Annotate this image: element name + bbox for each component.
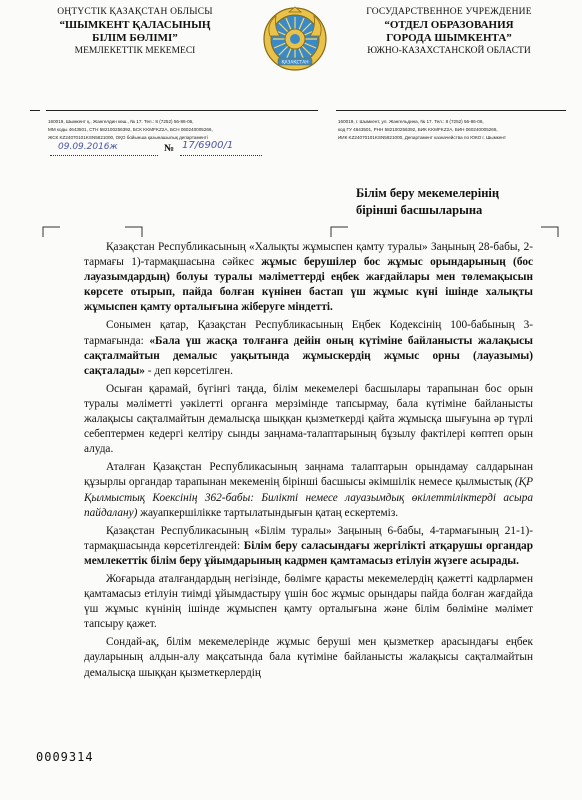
address-left <box>48 118 213 142</box>
paragraph-3: Осыған қарамай, бүгінгі таңда, білім мекемелері басшылары тарапынан бос орын туралы мәліметті уәкілетті органға мерзімінде тапсырмау, бала күтіміне байланысты жалақысы сақталмайтын демалысқа шыққан қызметкерді қайта жұмысқа шығуына әр түрлі себептермен кедергі келтіру сынды заңнама-талаптарының бұзылу фактілері көптеп орын алуда. <box>84 382 533 456</box>
address-left-line: ЖСК KZ24070101KSN5821000, ОҚО бойынша қазынашылық департаменті <box>48 135 208 140</box>
header-right-block <box>336 6 562 58</box>
header-rule-stub <box>30 110 40 111</box>
recipient-line-2: бірінші басшыларына <box>356 203 483 217</box>
document-number: 0009314 <box>36 750 94 764</box>
paragraph-1 <box>84 240 533 315</box>
paragraph-4-tail: жауапкершілікке тартылатындығын қатаң ескертеміз. <box>137 506 399 519</box>
handwritten-date: 09.09.2016ж <box>58 142 118 152</box>
recipient-block <box>356 185 556 219</box>
header-right-type: ГОСУДАРСТВЕННОЕ УЧРЕЖДЕНИЕ <box>366 7 532 17</box>
header-right-name-2: ГОРОДА ШЫМКЕНТА” <box>386 32 512 44</box>
paragraph-2 <box>84 318 533 378</box>
header-right-region: ЮЖНО-КАЗАХСТАНСКОЙ ОБЛАСТИ <box>367 46 531 56</box>
address-left-line: 160019, Шымкент қ., Жангелдин көш., № 17. Тел.: 8 (7252) 56-86-06, <box>48 119 194 124</box>
header-right-name-1: “ОТДЕЛ ОБРАЗОВАНИЯ <box>384 19 514 31</box>
paragraph-5-text: Қазақстан Республикасының «Білім туралы» Заңының 6-бабы, 4-тармағының 21-1)-тармақшасында көрсетілгендей: <box>84 524 533 552</box>
paragraph-6: Жоғарыда аталғандардың негізінде, бөлімге қарасты мекемелердің қажетті кадрлармен қамтамасыз етілуін тиімді ұйымдастыру үшін бос жұмыс орындары пайда болған жағдайда үш жұмыс күнінің ішінде жұмыспен қамту орталығына және білім бөліміне мәлімет тапсыру қажет. <box>84 572 533 631</box>
handwritten-number: 17/6900/1 <box>182 140 234 151</box>
corner-mark-left-2 <box>124 226 144 238</box>
paragraph-4-text: Аталған Қазақстан Республикасының заңнама талаптарын орындамау салдарынан құзырлы органдар тарапынан мекеменің бірінші басшысы әкімшілік немесе қылмыстық <box>84 461 533 489</box>
address-right-line: ИИК KZ24070101KSN5821000, Департамент казначейства по ЮКО г. Шымкент <box>338 135 507 140</box>
paragraph-2-tail: - деп көрсетілген. <box>144 364 233 377</box>
corner-mark-right-1 <box>330 226 350 238</box>
header-left-name-2: БІЛІМ БӨЛІМІ” <box>92 32 178 44</box>
paragraph-2-text: Сонымен қатар, Қазақстан Республикасының Еңбек Кодексінің 100-бабының 3-тармағында: <box>84 319 533 347</box>
header-left-block <box>30 6 240 58</box>
header-rule-left <box>46 110 318 111</box>
corner-mark-right-2 <box>540 226 560 238</box>
paragraph-2-bold: «Бала үш жасқа толғанға дейін оның күтіміне байланысты жалақысы сақталмайтын демалыс уақытында жұмыскердің жұмыс орны (лауазымы) сақталады» <box>84 334 533 377</box>
header-rule-right <box>336 110 566 111</box>
header-left-name-1: “ШЫМКЕНТ ҚАЛАСЫНЫҢ <box>59 19 211 31</box>
paragraph-5-bold: Білім беру саласындағы жергілікті атқарушы органдар мемлекеттік білім беру ұйымдарының кадрмен қамтамасыз етілуін жүзеге асырады. <box>84 539 533 567</box>
address-right <box>338 118 506 142</box>
date-line <box>50 155 158 156</box>
paragraph-4 <box>84 460 533 520</box>
emblem-text: ҚАЗАҚСТАН <box>281 60 309 66</box>
state-emblem-icon <box>262 6 328 72</box>
address-right-line: 160019, г. Шымкент, ул. Жангельдина, № 17. Тел.: 8 (7252) 56-86-06, <box>338 119 484 124</box>
header-left-region: ОҢТҮСТІК ҚАЗАҚСТАН ОБЛЫСЫ <box>57 7 213 17</box>
paragraph-1-bold: жұмыс берушілер бос жұмыс орындарының (бос лауазымдардың) болуы туралы мәліметтерді еңбек жағдайлары мен төлемақысын көрсете отырып, пайда болған күнінен бастап үш жұмыс күні ішінде халықты жұмыспен қамту орталығына жіберуге міндетті. <box>84 256 533 314</box>
paragraph-1-text: Қазақстан Республикасының «Халықты жұмыспен қамту туралы» Заңының 28-бабы, 2-тармағы 1)-тармақшасына сәйкес <box>84 241 533 269</box>
paragraph-5 <box>84 524 533 569</box>
recipient-line-1: Білім беру мекемелерінің <box>356 186 500 200</box>
letter-body <box>84 240 533 684</box>
address-right-line: код ГУ 4643501, РНН 582100256392, БИК KKMFKZ2A, БИН 060240005266, <box>338 127 498 132</box>
header-left-type: МЕМЛЕКЕТТІК МЕКЕМЕСІ <box>74 46 196 56</box>
address-left-line: ММ коды 4643501, СТН 582100256392, БСК KKMFKZ2A, БСН 060240005266, <box>48 127 213 132</box>
number-sign: № <box>164 143 175 154</box>
corner-mark-left-1 <box>42 226 62 238</box>
paragraph-7: Сондай-ақ, білім мекемелерінде жұмыс беруші мен қызметкер арасындағы еңбек дауларының алдын-алу мақсатында бала күтіміне байланысты жалақысы сақталмайтын демалысқа шыққан қызметкерлердің <box>84 636 533 679</box>
paragraph-4-italic: (ҚР Қылмыстық Коексінің 362-бабы: Биліктi немесе лауазымдық өкiлеттiлiктердi асыра пайдалану) <box>84 476 533 519</box>
number-line <box>180 155 262 156</box>
